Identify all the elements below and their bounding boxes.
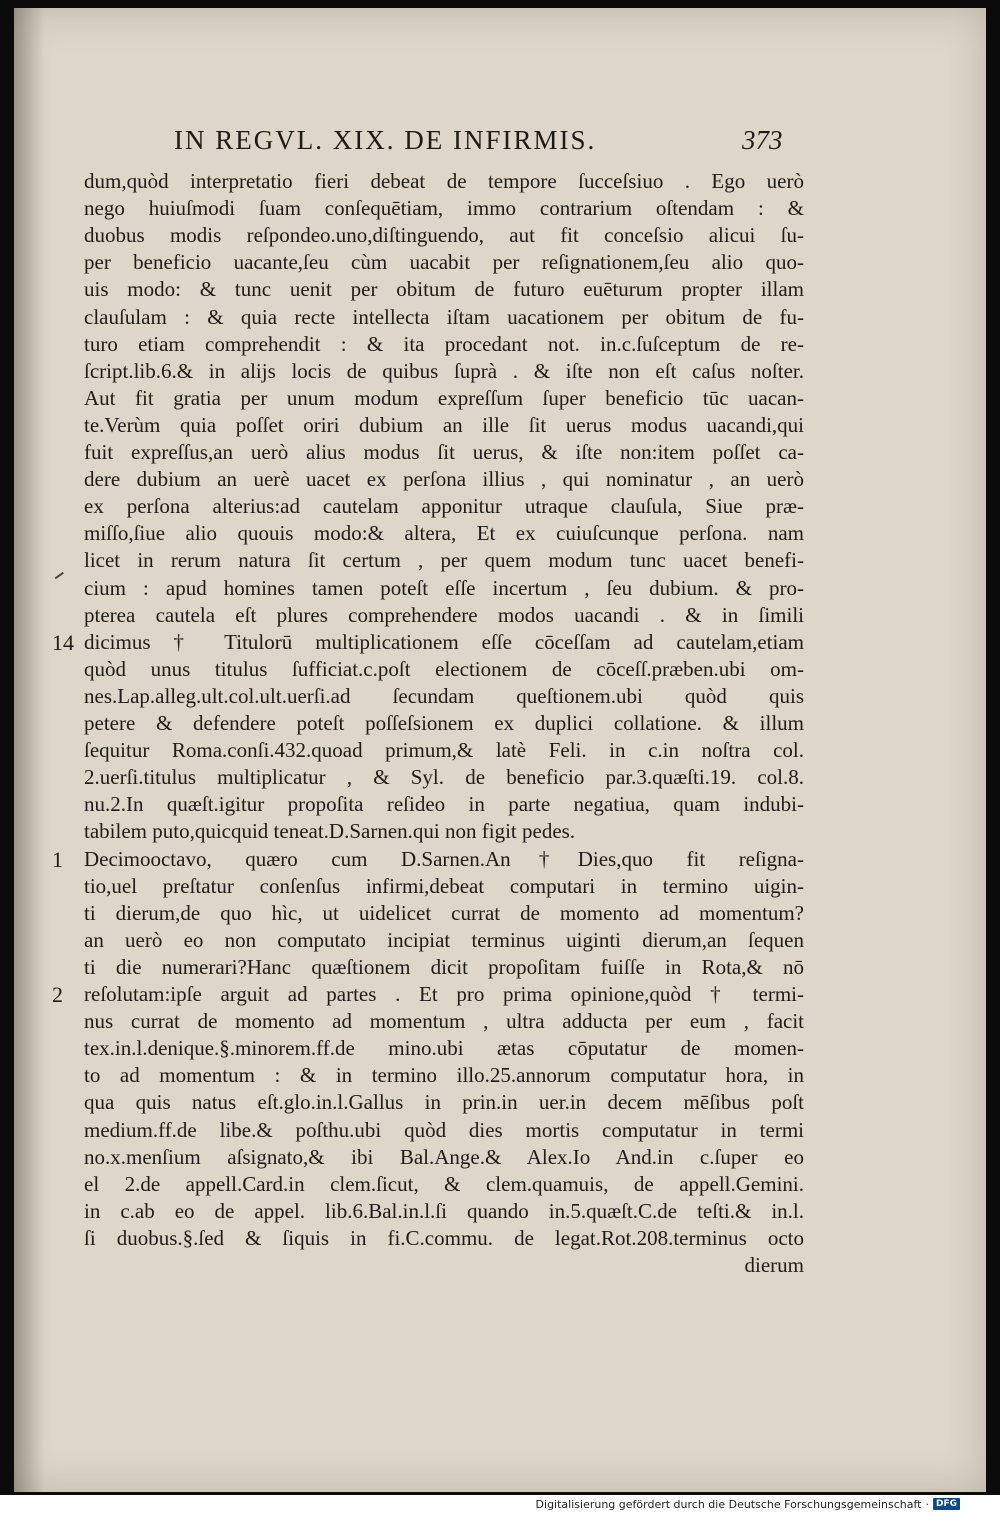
marginal-number: 14 [52, 629, 74, 655]
spine-shadow [14, 8, 44, 1492]
text-line: quòd unus titulus ſufficiat.c.poſt electionem de cōceſſ.præben.ubi om- [84, 656, 804, 681]
text-line: qua quis natus eſt.glo.in.l.Gallus in prin.in uer.in decem mēſibus poſt [84, 1090, 804, 1115]
dfg-logo: DFG [933, 1498, 960, 1510]
text-line: an uerò eo non computato incipiat terminus uiginti dierum,an ſequen [84, 927, 804, 952]
text-line: miſſo,ſiue alio quouis modo:& altera, Et ex cuiuſcunque perſona. nam [84, 521, 804, 546]
text-line: Aut fit gratia per unum modum expreſſum ſuper beneficio tūc uacan- [84, 385, 804, 410]
text-line: 2.uerſi.titulus multiplicatur , & Syl. de beneficio par.3.quæſti.19. col.8. [84, 765, 804, 790]
pencil-mark [55, 572, 68, 584]
text-line: reſolutam:ipſe arguit ad partes . Et pro prima opinione,quòd † termi- [84, 982, 804, 1006]
text-line: per beneficio uacante,ſeu cùm uacabit per reſignationem,ſeu alio quo- [84, 250, 804, 275]
text-line: duobus modis reſpondeo.uno,diſtinguendo, aut fit conceſsio alicui ſu- [84, 223, 804, 248]
footer-credit [536, 1497, 960, 1511]
text-line: nes.Lap.alleg.ult.col.ult.uerſi.ad ſecundam queſtionem.ubi quòd quis [84, 683, 804, 708]
text-line: ſcript.lib.6.& in alijs locis de quibus ſuprà . & iſte non eſt caſus noſter. [84, 358, 804, 383]
text-line: dum,quòd interpretatio fieri debeat de tempore ſucceſsiuo . Ego uerò [84, 169, 804, 193]
text-line: uis modo: & tunc uenit per obitum de futuro euēturum propter illam [84, 277, 804, 302]
text-line: pterea cautela eſt plures comprehendere modos uacandi . & in ſimili [84, 602, 804, 627]
text-line: licet in rerum natura ſit certum , per quem modum tunc uacet benefi- [84, 548, 804, 573]
text-line: nego huiuſmodi ſuam conſequētiam, immo contrarium oſtendam : & [84, 196, 804, 221]
text-line: Decimooctavo, quæro cum D.Sarnen.An†Dies,quo fit reſigna- [84, 846, 804, 871]
text-line: nu.2.In quæſt.igitur propoſita reſideo in parte negatiua, quam indubi- [84, 792, 804, 817]
text-line: el 2.de appell.Card.in clem.ſicut, & clem.quamuis, de appell.Gemini. [84, 1171, 804, 1196]
text-line: to ad momentum : & in termino illo.25.annorum computatur hora, in [84, 1063, 804, 1088]
text-line: ſi duobus.§.ſed & ſiquis in fi.C.commu. de legat.Rot.208.terminus octo [84, 1225, 804, 1250]
text-line: te.Verùm quia poſſet oriri dubium an ille ſit uerus modus uacandi,qui [84, 412, 804, 437]
text-line: cium : apud homines tamen poteſt eſſe incertum , ſeu dubium. & pro- [84, 575, 804, 600]
text-line: nus currat de momento ad momentum , ultra adducta per eum , facit [84, 1009, 804, 1034]
text-line: fuit expreſſus,an uerò alius modus ſit uerus, & iſte non:item poſſet ca- [84, 440, 804, 464]
text-line: ex perſona alterius:ad cautelam apponitur utraque clauſula, Siue præ- [84, 494, 804, 519]
funding-credit: Digitalisierung gefördert durch die Deutsche Forschungsgemeinschaft [535, 1497, 922, 1511]
text-line: dere dubium an uerè uacet ex perſona illius , qui nominatur , an uerò [84, 467, 804, 492]
page-number: 373 [742, 125, 783, 155]
book-page [14, 8, 986, 1492]
text-line: ſequitur Roma.conſi.432.quoad primum,& latè Feli. in c.in noſtra col. [84, 738, 804, 763]
separator-dot: · [925, 1497, 929, 1511]
text-line: no.x.menſium aſsignato,& ibi Bal.Ange.& Alex.Io And.in c.ſuper eo [84, 1144, 804, 1169]
text-line: dierum [744, 1253, 804, 1277]
text-line: turo etiam comprehendit : & ita procedant not. in.c.ſuſceptum de re- [84, 331, 804, 356]
text-line: ti die numerari?Hanc quæſtionem dicit propoſitam fuiſſe in Rota,& nō [84, 954, 804, 979]
text-line: dicimus † Titulorū multiplicationem eſſe cōceſſam ad cautelam,etiam [84, 629, 804, 654]
text-line: tio,uel preſtatur conſenſus infirmi,debeat computari in termino uigin- [84, 873, 804, 898]
text-line: in c.ab eo de appel. lib.6.Bal.in.l.ſi quando in.5.quæſt.C.de teſti.& in.l. [84, 1198, 804, 1223]
text-line: medium.ff.de libe.& poſthu.ubi quòd dies mortis computatur in termi [84, 1117, 804, 1142]
text-line: ti dierum,de quo hìc, ut uidelicet currat de momento ad momentum? [84, 900, 804, 925]
text-line: petere & defendere poteſt poſſeſsionem ex duplici collatione. & illum [84, 711, 804, 735]
marginal-number: 2 [52, 982, 63, 1007]
text-line: tex.in.l.denique.§.minorem.ff.de mino.ubi ætas cōputatur de momen- [84, 1036, 804, 1061]
marginal-number: 1 [52, 846, 63, 872]
text-line: clauſulam : & quia recte intellecta iſtam uacationem per obitum de fu- [84, 304, 804, 329]
running-head: IN REGVL. XIX. DE INFIRMIS. [174, 125, 597, 155]
text-line: tabilem puto,quicquid teneat.D.Sarnen.qui non figit pedes. [84, 819, 576, 844]
